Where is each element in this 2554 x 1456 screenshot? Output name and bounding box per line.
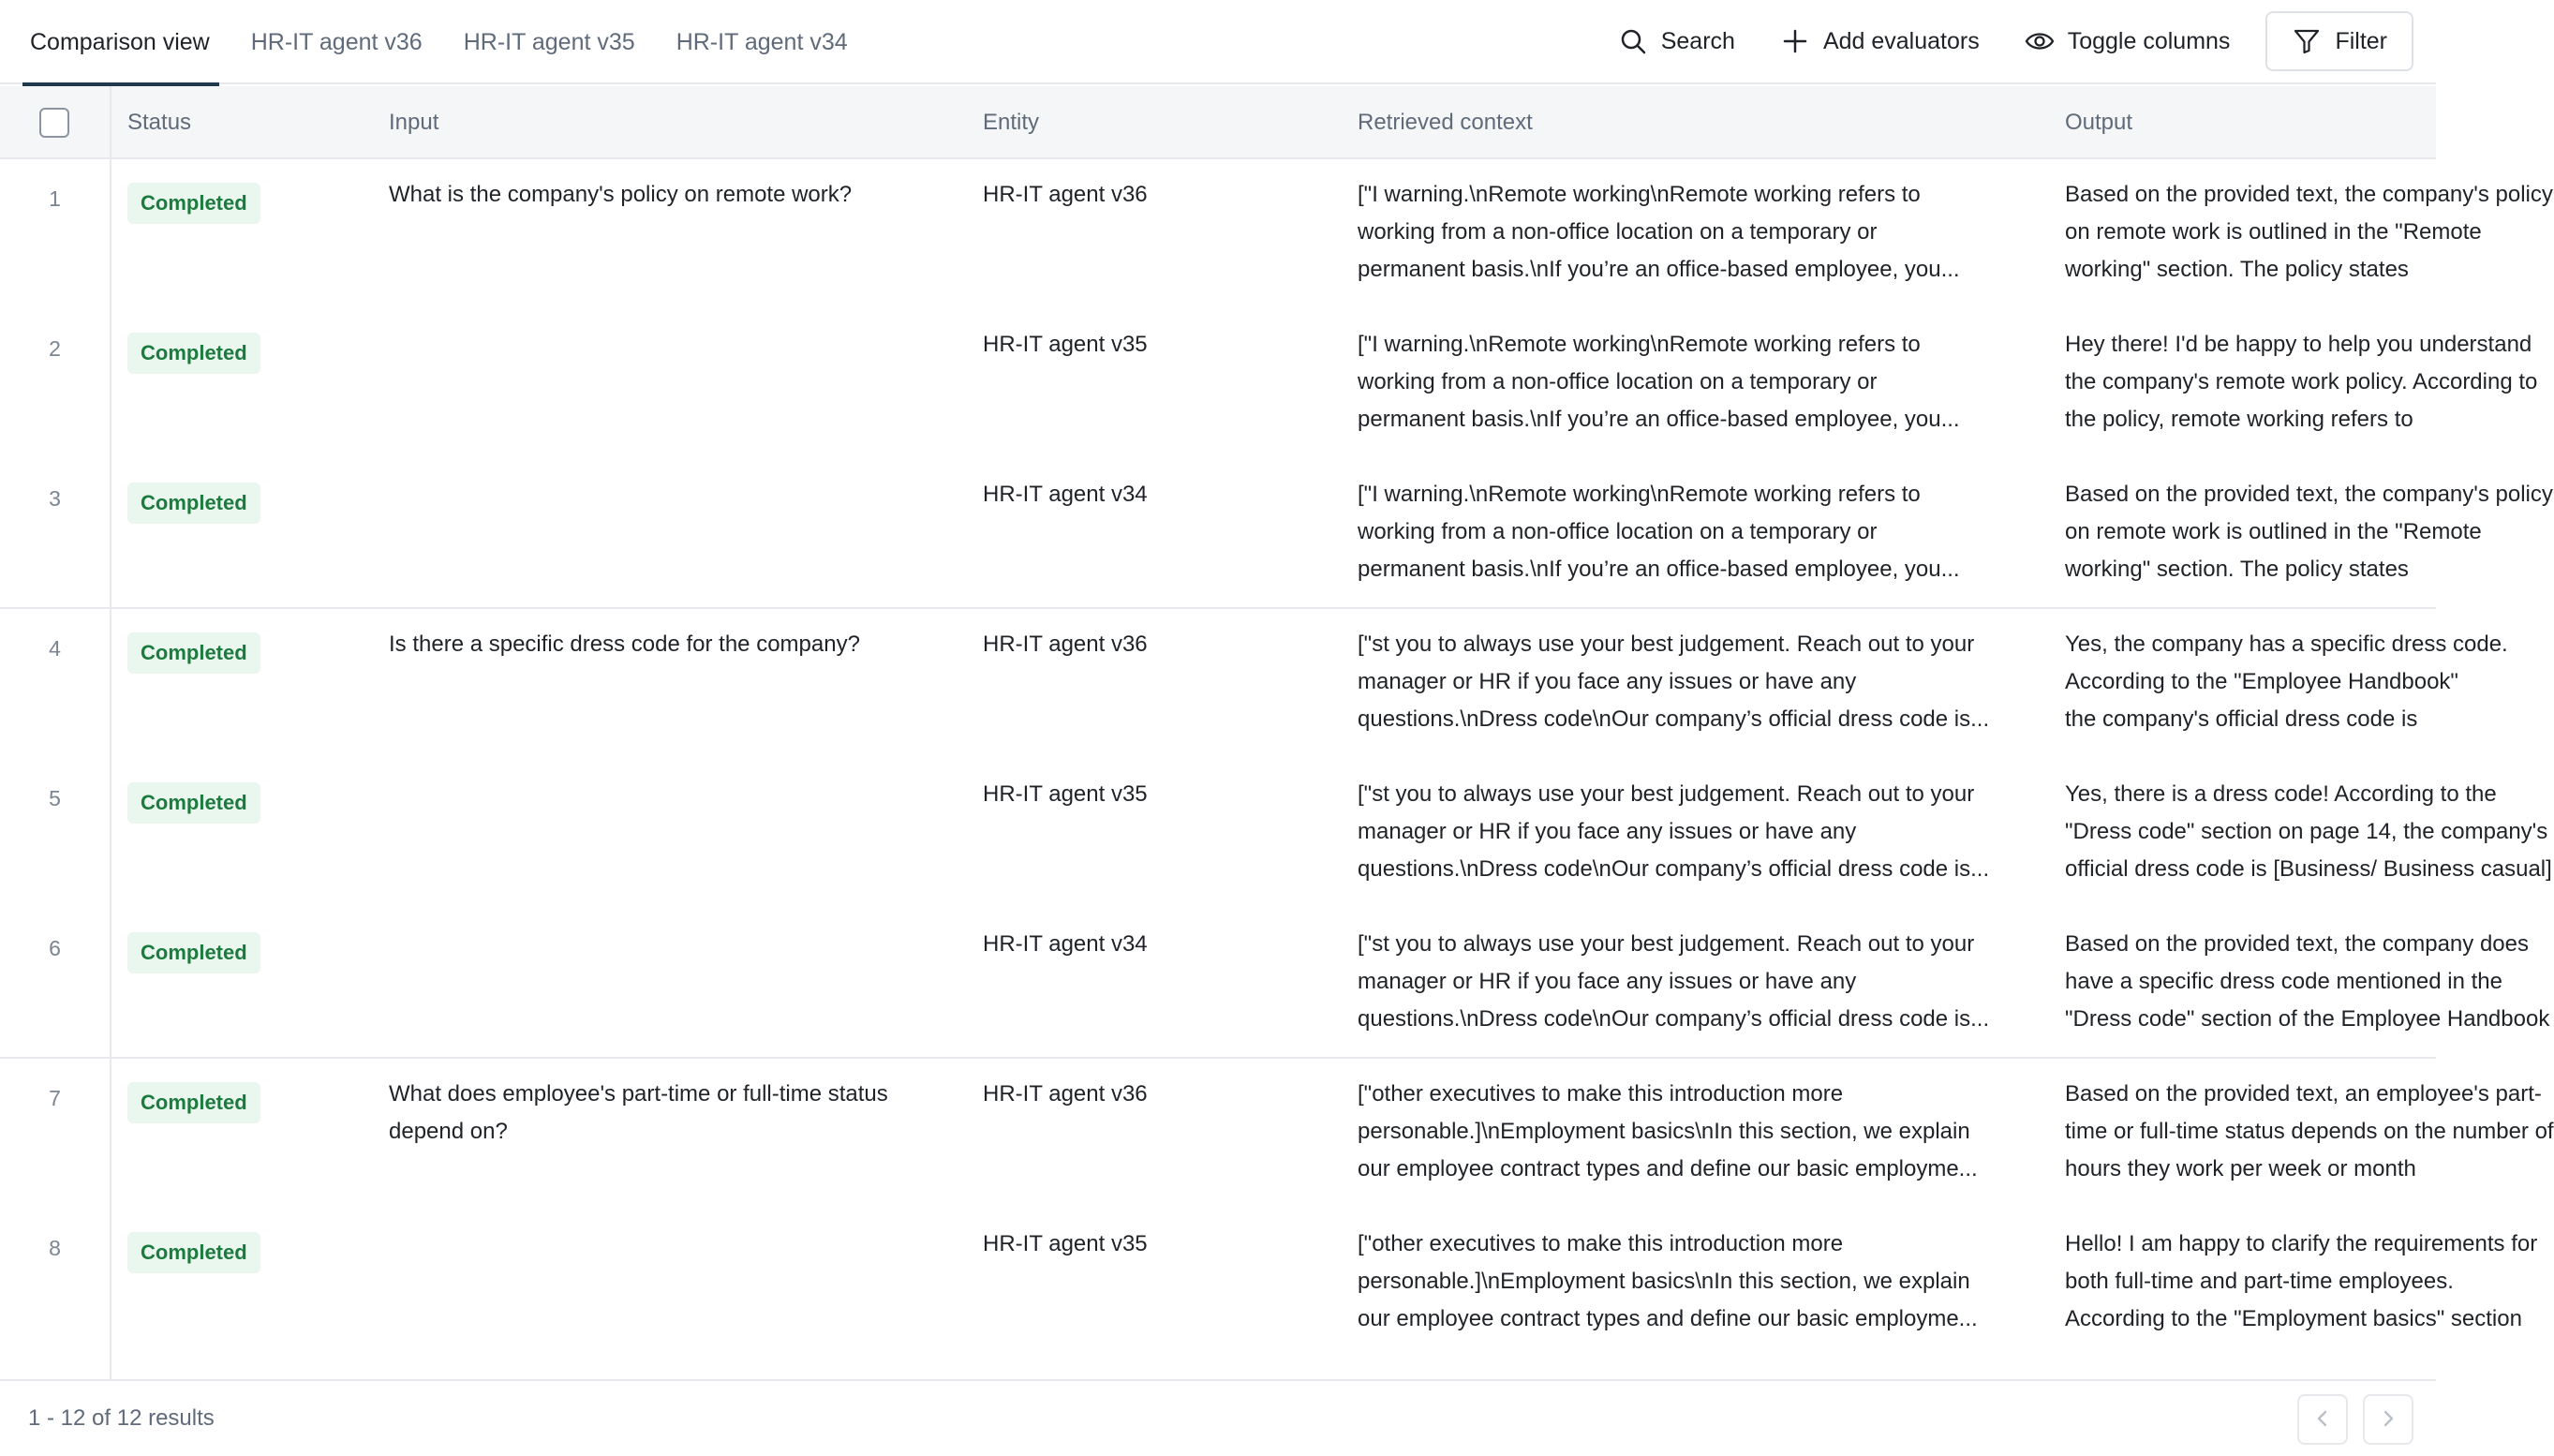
column-header-entity[interactable]: Entity — [983, 110, 1040, 135]
tab-hr-it-agent-v36[interactable]: HR-IT agent v36 — [250, 28, 423, 55]
context-line: questions.\nDress code\nOur company’s official dress code is... — [1358, 1006, 1990, 1032]
retrieved-context-cell — [1358, 326, 2046, 438]
context-line: ["other executives to make this introduction more — [1358, 1081, 1844, 1107]
retrieved-context-cell — [1358, 926, 2046, 1038]
output-cell — [2065, 776, 2552, 888]
status-badge: Completed — [127, 782, 260, 824]
add-evaluators-button[interactable] — [1758, 11, 2002, 71]
row-number: 1 — [49, 186, 61, 211]
context-line: ["other executives to make this introduction more — [1358, 1231, 1844, 1256]
toggle-columns-label: Toggle columns — [2067, 27, 2231, 54]
status-cell — [127, 1232, 260, 1273]
output-line: on remote work is outlined in the "Remote — [2065, 219, 2482, 245]
output-cell — [2065, 326, 2538, 438]
output-line: "Dress code" section of the Employee Handbook — [2065, 1006, 2550, 1032]
filter-label: Filter — [2335, 27, 2387, 54]
next-page-button[interactable] — [2363, 1394, 2413, 1445]
output-line: official dress code is [Business/ Business casual] — [2065, 856, 2552, 882]
search-button[interactable] — [1596, 11, 1758, 71]
output-line: the policy, remote working refers to — [2065, 407, 2413, 432]
output-line: on remote work is outlined in the "Remote — [2065, 519, 2482, 544]
status-badge: Completed — [127, 1232, 260, 1273]
retrieved-context-cell — [1358, 626, 2046, 738]
entity-cell: HR-IT agent v34 — [983, 931, 1148, 957]
status-cell — [127, 483, 260, 524]
context-line: manager or HR if you face any issues or have any — [1358, 819, 1857, 844]
row-number: 2 — [49, 336, 61, 361]
status-cell — [127, 333, 260, 374]
row-number: 7 — [49, 1086, 61, 1110]
output-cell — [2065, 1076, 2554, 1188]
context-line: questions.\nDress code\nOur company’s official dress code is... — [1358, 706, 1990, 732]
context-line: manager or HR if you face any issues or have any — [1358, 669, 1857, 694]
output-line: hours they work per week or month — [2065, 1156, 2416, 1181]
plus-icon — [1780, 26, 1810, 56]
context-line: ["I warning.\nRemote working\nRemote working refers to — [1358, 482, 1921, 507]
toggle-columns-button[interactable] — [2002, 11, 2253, 71]
context-line: ["st you to always use your best judgement. Reach out to your — [1358, 631, 1975, 657]
context-line: working from a non-office location on a temporary or — [1358, 369, 1878, 394]
entity-cell: HR-IT agent v34 — [983, 482, 1148, 507]
retrieved-context-cell — [1358, 1076, 2046, 1188]
status-cell — [127, 782, 260, 824]
context-line: ["I warning.\nRemote working\nRemote working refers to — [1358, 332, 1921, 357]
context-line: questions.\nDress code\nOur company’s official dress code is... — [1358, 856, 1990, 882]
table-row[interactable] — [0, 309, 2538, 459]
status-cell — [127, 932, 260, 973]
input-cell: What does employee's part-time or full-time status depend on? — [389, 1081, 888, 1144]
output-line: have a specific dress code mentioned in the — [2065, 969, 2502, 994]
output-line: Hello! I am happy to clarify the requirements for — [2065, 1231, 2538, 1256]
results-table — [0, 86, 2554, 1379]
eye-icon — [2025, 26, 2055, 56]
context-line: our employee contract types and define our basic employme... — [1358, 1156, 1978, 1181]
column-header-retrieved-context[interactable]: Retrieved context — [1358, 110, 1533, 135]
context-line: personable.]\nEmployment basics\nIn this section, we explain — [1358, 1119, 1970, 1144]
table-row[interactable] — [0, 1209, 2538, 1359]
row-number: 6 — [49, 936, 61, 960]
filter-icon — [2292, 26, 2322, 56]
table-row[interactable] — [0, 459, 2553, 609]
context-line: ["st you to always use your best judgement. Reach out to your — [1358, 781, 1975, 807]
entity-cell: HR-IT agent v35 — [983, 1231, 1148, 1256]
results-count: 1 - 12 of 12 results — [28, 1405, 215, 1431]
add-evaluators-label: Add evaluators — [1822, 27, 1980, 54]
entity-cell: HR-IT agent v36 — [983, 182, 1148, 207]
output-line: "Dress code" section on page 14, the company's — [2065, 819, 2548, 844]
search-icon — [1618, 26, 1648, 56]
output-line: Hey there! I'd be happy to help you understand — [2065, 332, 2532, 357]
table-row[interactable] — [0, 1059, 2554, 1209]
row-number: 8 — [49, 1236, 61, 1260]
context-line: working from a non-office location on a temporary or — [1358, 519, 1878, 544]
status-cell — [127, 183, 260, 224]
pagination — [2282, 1394, 2413, 1445]
chevron-left-icon — [2313, 1405, 2332, 1434]
column-divider — [110, 86, 111, 1379]
status-badge: Completed — [127, 333, 260, 374]
row-number: 4 — [49, 636, 61, 661]
tab-hr-it-agent-v34[interactable]: HR-IT agent v34 — [676, 28, 848, 55]
select-all-checkbox[interactable] — [39, 108, 69, 138]
context-line: personable.]\nEmployment basics\nIn this section, we explain — [1358, 1269, 1970, 1294]
select-all-cell — [39, 86, 69, 159]
output-line: Based on the provided text, the company does — [2065, 931, 2529, 957]
context-line: manager or HR if you face any issues or have any — [1358, 969, 1857, 994]
output-line: According to the "Employment basics" section — [2065, 1306, 2522, 1331]
retrieved-context-cell — [1358, 476, 2046, 588]
table-row[interactable] — [0, 159, 2553, 309]
status-cell — [127, 632, 260, 674]
row-number: 5 — [49, 786, 61, 810]
output-line: the company's remote work policy. According to — [2065, 369, 2538, 394]
output-cell — [2065, 1226, 2538, 1338]
filter-button[interactable] — [2265, 11, 2413, 71]
table-header — [0, 86, 2436, 159]
context-line: permanent basis.\nIf you’re an office-based employee, you... — [1358, 557, 1960, 582]
table-row[interactable] — [0, 759, 2552, 909]
column-header-output[interactable]: Output — [2065, 110, 2133, 135]
top-toolbar — [0, 0, 2436, 84]
entity-cell: HR-IT agent v36 — [983, 1081, 1148, 1107]
context-line: permanent basis.\nIf you’re an office-based employee, you... — [1358, 257, 1960, 282]
row-number: 3 — [49, 486, 61, 511]
output-line: Based on the provided text, an employee's part- — [2065, 1081, 2542, 1107]
context-line: ["st you to always use your best judgement. Reach out to your — [1358, 931, 1975, 957]
output-line: working" section. The policy states — [2065, 257, 2409, 282]
output-line: working" section. The policy states — [2065, 557, 2409, 582]
status-badge: Completed — [127, 1082, 260, 1123]
chevron-right-icon — [2379, 1405, 2398, 1434]
table-row[interactable] — [0, 609, 2508, 759]
context-line: permanent basis.\nIf you’re an office-based employee, you... — [1358, 407, 1960, 432]
column-header-input[interactable]: Input — [389, 110, 439, 135]
output-cell — [2065, 176, 2553, 289]
table-body — [0, 159, 2554, 1359]
input-cell: Is there a specific dress code for the company? — [389, 631, 860, 657]
output-line: the company's official dress code is — [2065, 706, 2418, 732]
entity-cell: HR-IT agent v36 — [983, 631, 1148, 657]
table-footer — [0, 1379, 2436, 1456]
output-line: Yes, there is a dress code! According to the — [2065, 781, 2497, 807]
toolbar-actions — [1596, 11, 2413, 71]
tab-comparison-view[interactable]: Comparison view — [28, 0, 212, 84]
previous-page-button[interactable] — [2297, 1394, 2348, 1445]
retrieved-context-cell — [1358, 176, 2046, 289]
column-header-status[interactable]: Status — [127, 110, 192, 135]
status-cell — [127, 1082, 260, 1123]
tab-hr-it-agent-v35[interactable]: HR-IT agent v35 — [463, 28, 635, 55]
output-line: time or full-time status depends on the number of — [2065, 1119, 2554, 1144]
status-badge: Completed — [127, 932, 260, 973]
context-line: working from a non-office location on a temporary or — [1358, 219, 1878, 245]
context-line: ["I warning.\nRemote working\nRemote working refers to — [1358, 182, 1921, 207]
search-label: Search — [1660, 27, 1735, 54]
status-badge: Completed — [127, 632, 260, 674]
output-line: Yes, the company has a specific dress code. — [2065, 631, 2508, 657]
output-line: According to the "Employee Handbook" — [2065, 669, 2458, 694]
output-line: Based on the provided text, the company's policy — [2065, 482, 2553, 507]
retrieved-context-cell — [1358, 1226, 2046, 1338]
status-badge: Completed — [127, 483, 260, 524]
output-cell — [2065, 926, 2550, 1038]
output-cell — [2065, 476, 2553, 588]
retrieved-context-cell — [1358, 776, 2046, 888]
status-badge: Completed — [127, 183, 260, 224]
context-line: our employee contract types and define our basic employme... — [1358, 1306, 1978, 1331]
output-cell — [2065, 626, 2508, 738]
tab-bar — [28, 0, 887, 84]
entity-cell: HR-IT agent v35 — [983, 332, 1148, 357]
entity-cell: HR-IT agent v35 — [983, 781, 1148, 807]
output-line: both full-time and part-time employees. — [2065, 1269, 2454, 1294]
input-cell: What is the company's policy on remote work? — [389, 182, 853, 207]
output-line: Based on the provided text, the company's policy — [2065, 182, 2553, 207]
table-row[interactable] — [0, 909, 2550, 1059]
